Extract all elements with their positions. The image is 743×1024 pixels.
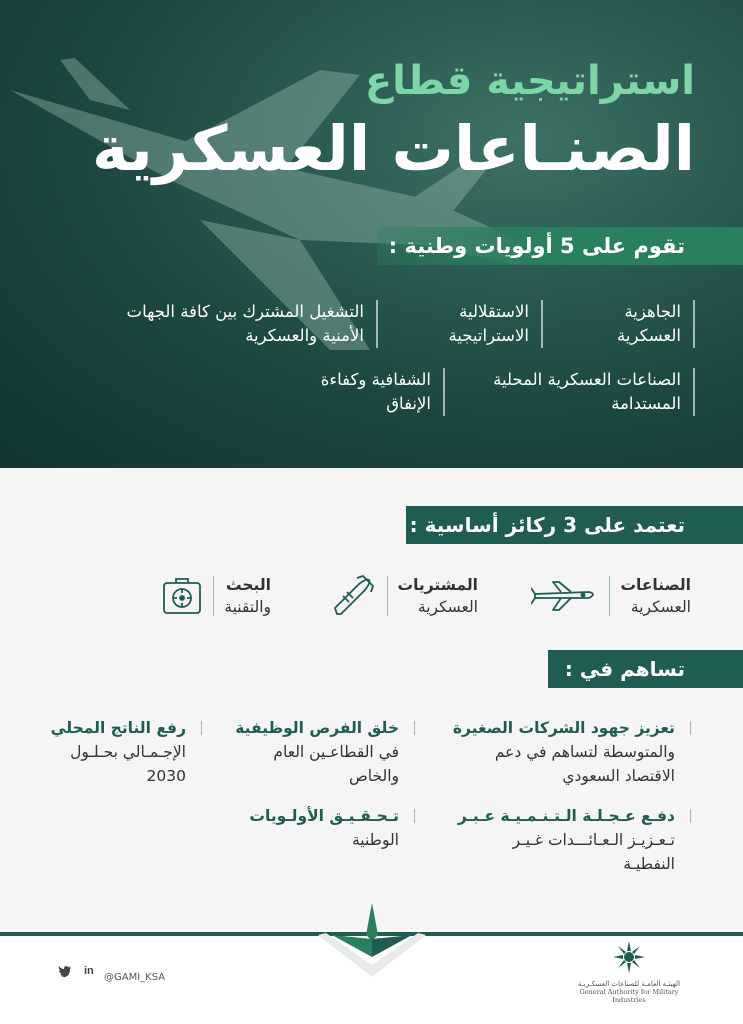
priority-item — [448, 300, 543, 348]
contribution-item — [51, 716, 186, 788]
pillar-line: البحث — [225, 576, 271, 594]
contribution-line: في القطاعـين العام — [273, 743, 399, 761]
priority-item — [617, 300, 695, 348]
contributions-ribbon: تساهم في : — [548, 650, 743, 688]
bullet-marker — [201, 721, 202, 735]
hero-title-line2: الصنـاعات العسكرية — [91, 112, 695, 185]
contribution-heading: تـحـقـيـق الأولـويات — [249, 807, 399, 825]
contribution-line: 2030 — [146, 767, 186, 785]
pillar-military-industries — [531, 574, 691, 618]
pillar-line: والتقنية — [224, 598, 271, 616]
contribution-item — [235, 716, 399, 788]
pillar-research-technology — [161, 574, 271, 618]
priority-line: الشفافية وكفاءة — [320, 370, 431, 389]
bullet-marker — [414, 809, 415, 823]
priorities-ribbon: تقوم على 5 أولويات وطنية : — [377, 227, 743, 265]
contribution-line: النفطيـة — [623, 855, 675, 873]
pillar-label — [224, 574, 271, 618]
divider — [609, 576, 610, 616]
bullet-marker — [414, 721, 415, 735]
contribution-heading: رفع الناتج المحلي — [50, 719, 186, 737]
contribution-item — [458, 804, 675, 876]
research-kit-icon — [161, 575, 203, 617]
logo-text-english: General Authority for Military Industries — [579, 988, 679, 1004]
priority-line: الإنفاق — [386, 394, 431, 413]
bullet-marker — [690, 721, 691, 735]
contribution-line: الإجـمـالي بحـلـول — [70, 743, 186, 761]
drone-icon — [531, 578, 599, 614]
divider — [213, 576, 214, 616]
bullet-marker — [690, 809, 691, 823]
pillar-line: المشتريات — [397, 576, 478, 594]
pillar-label — [398, 574, 478, 618]
contribution-line: الوطنية — [351, 831, 399, 849]
hero-banner — [0, 0, 743, 468]
contribution-heading: دفـع عـجـلـة الـتـنـمـيـة عـبـر — [457, 807, 675, 825]
priority-line: الاستقلالية — [459, 302, 529, 321]
priority-line: المستدامة — [611, 394, 681, 413]
contribution-line: الاقتصاد السعودي — [562, 767, 675, 785]
contribution-item — [453, 716, 675, 788]
pillar-label — [620, 574, 691, 618]
priority-line: الجاهزية — [624, 302, 681, 321]
linkedin-icon[interactable]: in — [84, 965, 94, 977]
contribution-line: والمتوسطة لتساهم في دعم — [494, 743, 675, 761]
contribution-line: تـعـزيـز الـعـائـــدات غـيـر — [512, 831, 675, 849]
priority-line: الأمنية والعسكرية — [245, 326, 364, 345]
twitter-icon[interactable] — [58, 965, 72, 977]
priority-item — [321, 368, 445, 416]
priority-line: العسكرية — [617, 326, 681, 345]
missile-icon — [329, 574, 377, 618]
social-handle: @GAMI_KSA — [104, 972, 166, 983]
priority-item — [127, 300, 378, 348]
hero-title-line1: استراتيجية قطاع — [364, 58, 695, 104]
contribution-heading: خلق الفرص الوظيفية — [235, 719, 399, 737]
divider — [387, 576, 388, 616]
social-links — [58, 965, 94, 977]
contribution-heading: تعزيز جهود الشركات الصغيرة — [452, 719, 675, 737]
logo-text-arabic: الهيئـة العامـة للصناعات العسكـريـة — [577, 980, 681, 988]
gami-logo — [564, 940, 694, 1010]
emblem-chevron-icon — [318, 895, 426, 977]
contribution-line: والخاص — [349, 767, 399, 785]
pillar-line: العسكرية — [417, 598, 478, 616]
pillar-line: الصناعات — [620, 576, 691, 594]
priority-line: الصناعات العسكرية المحلية — [493, 370, 681, 389]
priority-item — [493, 368, 695, 416]
pillar-line: العسكرية — [630, 598, 691, 616]
pillar-military-procurement — [329, 574, 478, 618]
gami-emblem-icon — [612, 940, 646, 974]
priority-line: التشغيل المشترك بين كافة الجهات — [126, 302, 364, 321]
priority-line: الاستراتيجية — [448, 326, 529, 345]
contribution-item — [249, 804, 399, 852]
pillars-ribbon: تعتمد على 3 ركائز أساسية : — [406, 506, 743, 544]
